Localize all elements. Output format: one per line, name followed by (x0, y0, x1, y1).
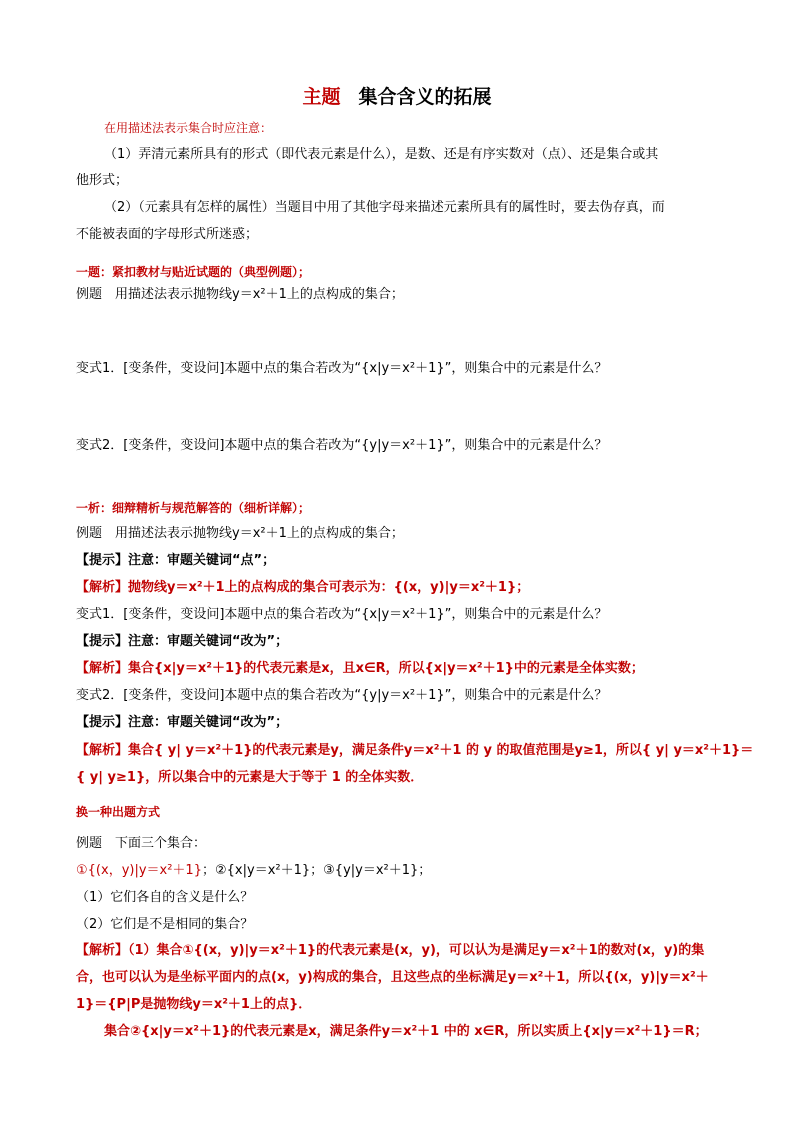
set-sep-2: ； (310, 863, 324, 878)
line-hint3: 【提示】注意：审题关键词“改为”； (76, 715, 289, 730)
line-ans4a: 【解析】（1）集合①{(x，y)|y＝x²＋1}的代表元素是(x，y)，可以认为是满足y＝x²＋1的数对(x，y)的集 (76, 943, 705, 958)
page-title (0, 86, 794, 108)
line-hint1: 【提示】注意：审题关键词“点”； (76, 553, 276, 568)
line-note2a: （2）（元素具有怎样的属性）当题目中用了其他字母来描述元素所具有的属性时，要去伪存真，而 (104, 200, 665, 215)
line-ans3a: 【解析】集合{ y| y＝x²＋1}的代表元素是y，满足条件y＝x²＋1 的 y 的取值范围是y≥1，所以{ y| y＝x²＋1}＝ (76, 743, 754, 758)
line-ans1: 【解析】抛物线y＝x²＋1上的点构成的集合可表示为：{(x，y)|y＝x²＋1}； (76, 580, 530, 595)
line-ans4c: 1}＝{P|P是抛物线y＝x²＋1上的点}． (76, 997, 312, 1012)
line-note1b: 他形式； (76, 173, 129, 188)
line-ex2: 例题 下面三个集合： (76, 836, 207, 851)
line-sec3: 换一种出题方式 (76, 805, 161, 819)
line-intro: 在用描述法表示集合时应注意： (104, 121, 273, 135)
line-var1: 变式1．[变条件，变设问]本题中点的集合若改为“{x|y＝x²＋1}”，则集合中的元素是什么？ (76, 361, 608, 376)
line-sec1: 一题：紧扣教材与贴近试题的（典型例题）； (76, 265, 311, 279)
set-sep-3: ； (418, 863, 432, 878)
set-sep-1: ； (201, 863, 215, 878)
line-sec2: 一析：细辩精析与规范解答的（细析详解）； (76, 501, 311, 515)
line-note1a: （1）弄清元素所具有的形式（即代表元素是什么），是数、还是有序实数对（点）、还是集合或其 (104, 147, 659, 162)
set-1: ①{(x，y)|y＝x²＋1} (76, 863, 202, 878)
line-q1: （1）它们各自的含义是什么？ (76, 890, 254, 905)
set-3: ③{y|y＝x²＋1} (323, 863, 419, 878)
line-ans3b: { y| y≥1}，所以集合中的元素是大于等于 1 的全体实数． (76, 770, 424, 785)
line-ex1: 例题 用描述法表示抛物线y＝x²＋1上的点构成的集合； (76, 287, 404, 302)
title-label: 主题 (302, 86, 341, 108)
line-var1b: 变式1．[变条件，变设问]本题中点的集合若改为“{x|y＝x²＋1}”，则集合中的元素是什么？ (76, 607, 608, 622)
line-var2: 变式2．[变条件，变设问]本题中点的集合若改为“{y|y＝x²＋1}”，则集合中的元素是什么？ (76, 438, 608, 453)
line-ans2: 【解析】集合{x|y＝x²＋1}的代表元素是x，且x∈R，所以{x|y＝x²＋1}中的元素是全体实数； (76, 661, 644, 676)
line-ex1b: 例题 用描述法表示抛物线y＝x²＋1上的点构成的集合； (76, 526, 404, 541)
line-ans4b: 合，也可以认为是坐标平面内的点(x，y)构成的集合，且这些点的坐标满足y＝x²＋1，所以{(x，y)|y＝x²＋ (76, 970, 709, 985)
line-note2b: 不能被表面的字母形式所迷惑； (76, 227, 259, 242)
sets-line (76, 863, 431, 879)
line-hint2: 【提示】注意：审题关键词“改为”； (76, 634, 289, 649)
line-var2b: 变式2．[变条件，变设问]本题中点的集合若改为“{y|y＝x²＋1}”，则集合中的元素是什么？ (76, 688, 608, 703)
line-q2: （2）它们是不是相同的集合？ (76, 917, 254, 932)
line-ans4d: 集合②{x|y＝x²＋1}的代表元素是x，满足条件y＝x²＋1 中的 x∈R，所以实质上{x|y＝x²＋1}＝R； (104, 1024, 708, 1039)
set-2: ②{x|y＝x²＋1} (215, 863, 311, 878)
title-main: 集合含义的拓展 (358, 86, 492, 108)
